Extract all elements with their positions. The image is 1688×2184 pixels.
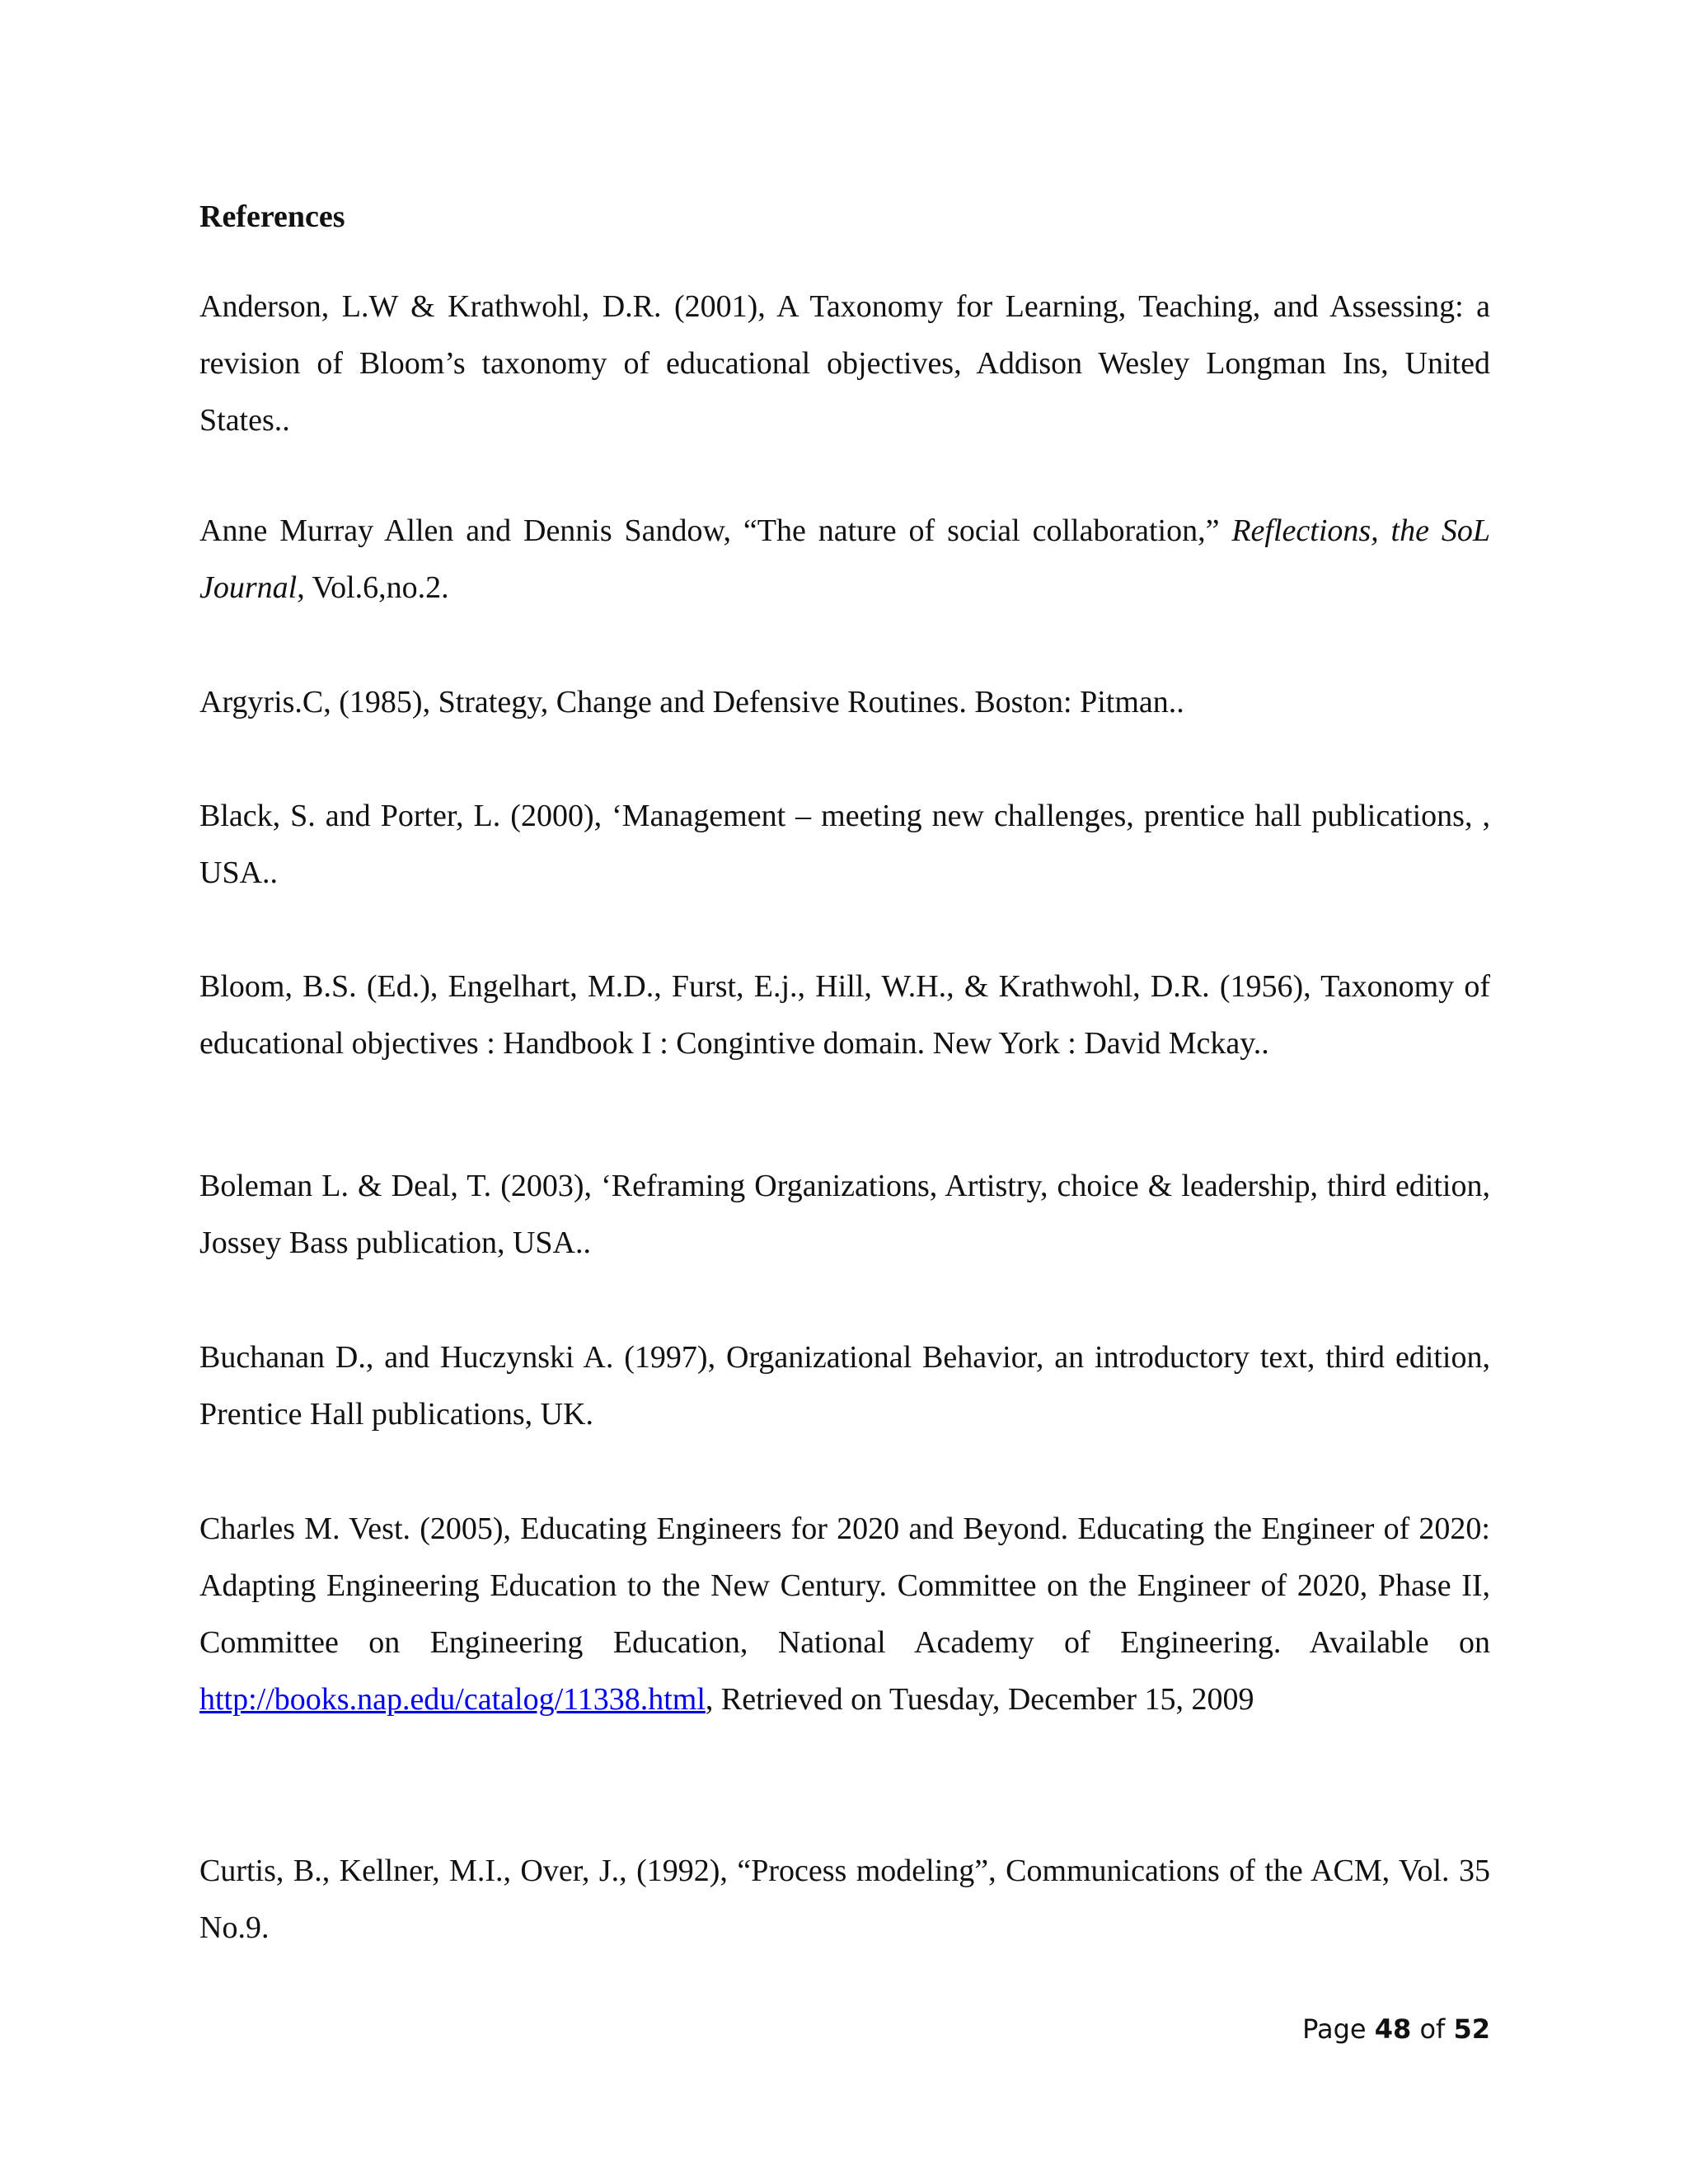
reference-text: , Vol.6,no.2. — [297, 570, 449, 605]
reference-entry-allen-sandow — [199, 503, 1490, 616]
reference-text: Anne Murray Allen and Dennis Sandow, “The nature of social collaboration,” — [199, 513, 1232, 548]
references-heading: References — [199, 199, 345, 234]
journal-title: Reflections, the SoL Journal — [199, 513, 1490, 605]
current-page-number: 48 — [1374, 2013, 1412, 2045]
reference-entry-anderson: Anderson, L.W & Krathwohl, D.R. (2001), A Taxonomy for Learning, Teaching, and Assessing: a revision of Bloom’s taxonomy of educational objectives, Addison Wesley Longman Ins, United States.. — [199, 289, 1490, 438]
page-label: Page — [1302, 2013, 1367, 2045]
reference-entry-black-porter: Black, S. and Porter, L. (2000), ‘Management – meeting new challenges, prentice hall publications, , USA.. — [199, 799, 1490, 890]
of-label: of — [1419, 2013, 1446, 2045]
total-pages-number: 52 — [1453, 2013, 1490, 2045]
reference-text: , Retrieved on Tuesday, December 15, 2009 — [705, 1682, 1254, 1717]
reference-entry-boleman-deal: Boleman L. & Deal, T. (2003), ‘Reframing Organizations, Artistry, choice & leadership, third edition, Jossey Bass publication, USA.. — [199, 1169, 1490, 1260]
reference-entry-vest — [199, 1501, 1490, 1728]
reference-text: Charles M. Vest. (2005), Educating Engineers for 2020 and Beyond. Educating the Engineer of 2020: Adapting Engineering Education to the New Century. Committee on the Engineer of 2020, Phase II, Committee on Engineering Education, National Academy of Engineering. Available on — [199, 1511, 1490, 1660]
reference-entry-argyris: Argyris.C, (1985), Strategy, Change and Defensive Routines. Boston: Pitman.. — [199, 685, 1184, 719]
catalog-link[interactable]: http://books.nap.edu/catalog/11338.html — [199, 1682, 706, 1717]
page-number-footer — [1302, 2011, 1490, 2047]
reference-entry-buchanan-huczynski: Buchanan D., and Huczynski A. (1997), Organizational Behavior, an introductory text, third edition, Prentice Hall publications, UK. — [199, 1340, 1490, 1432]
reference-entry-curtis: Curtis, B., Kellner, M.I., Over, J., (1992), “Process modeling”, Communications of the ACM, Vol. 35 No.9. — [199, 1854, 1490, 1945]
reference-entry-bloom: Bloom, B.S. (Ed.), Engelhart, M.D., Furst, E.j., Hill, W.H., & Krathwohl, D.R. (1956), Taxonomy of educational objectives : Handbook I : Congintive domain. New York : David Mckay.. — [199, 969, 1490, 1061]
